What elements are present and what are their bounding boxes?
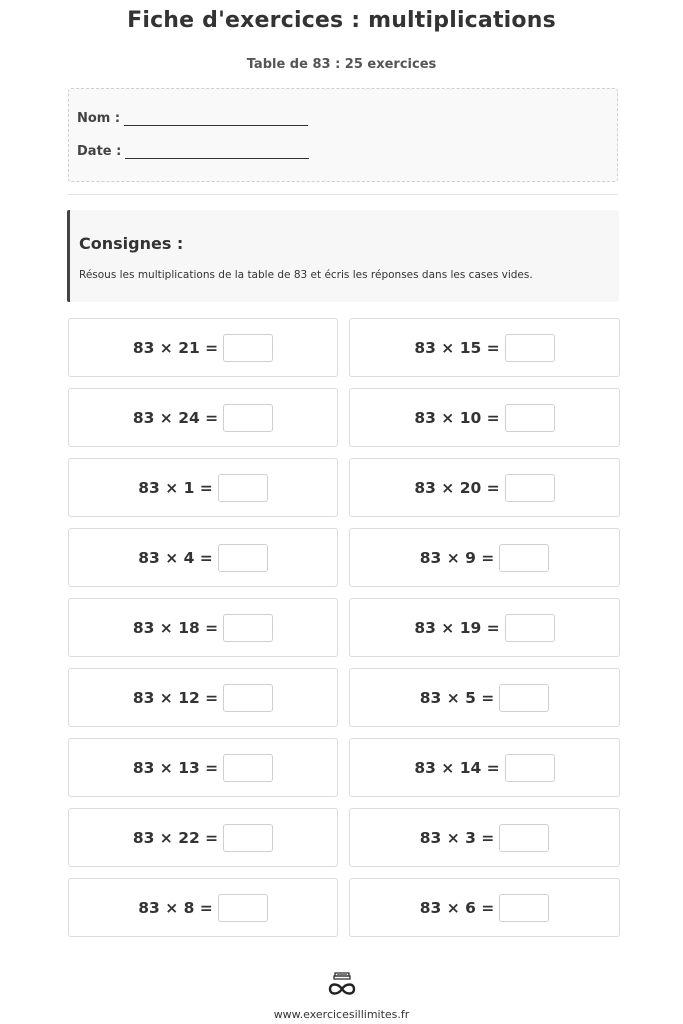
answer-box[interactable] (505, 404, 555, 432)
exercise-card (349, 668, 620, 727)
exercise-expression: 83 × 8 = (138, 898, 213, 917)
infinity-book-icon (326, 972, 358, 998)
exercise-card (349, 388, 620, 447)
exercise-expression: 83 × 15 = (414, 338, 500, 357)
answer-box[interactable] (218, 544, 268, 572)
exercise-expression: 83 × 5 = (419, 688, 495, 707)
instructions-box (67, 210, 619, 302)
instructions-text: Résous les multiplications de la table de 83 et écris les réponses dans les cases vides. (79, 269, 533, 281)
exercise-card (68, 808, 338, 867)
exercise-expression: 83 × 12 = (132, 688, 219, 707)
exercise-card (349, 318, 620, 377)
exercise-grid (68, 318, 620, 937)
exercise-card (349, 528, 620, 587)
exercise-expression: 83 × 14 = (414, 758, 500, 777)
name-label: Nom : (77, 111, 121, 126)
answer-box[interactable] (223, 614, 273, 642)
exercise-expression: 83 × 3 = (419, 828, 495, 847)
exercise-card (68, 458, 338, 517)
exercise-card (68, 668, 338, 727)
answer-box[interactable] (505, 334, 555, 362)
exercise-card (68, 318, 338, 377)
exercise-card (68, 878, 338, 937)
exercise-expression: 83 × 20 = (414, 478, 500, 497)
exercise-card (349, 458, 620, 517)
answer-box[interactable] (505, 754, 555, 782)
answer-box[interactable] (499, 544, 549, 572)
exercise-card (68, 598, 338, 657)
date-line (77, 144, 309, 159)
date-field[interactable] (125, 148, 309, 159)
answer-box[interactable] (505, 474, 555, 502)
identity-box (68, 88, 618, 182)
answer-box[interactable] (218, 894, 268, 922)
name-line (77, 111, 308, 126)
exercise-card (349, 878, 620, 937)
answer-box[interactable] (505, 614, 555, 642)
exercise-expression: 83 × 13 = (132, 758, 219, 777)
exercise-expression: 83 × 1 = (138, 478, 213, 497)
instructions-title: Consignes : (79, 234, 184, 253)
exercise-expression: 83 × 6 = (419, 898, 495, 917)
answer-box[interactable] (223, 824, 273, 852)
exercise-expression: 83 × 10 = (414, 408, 500, 427)
exercise-expression: 83 × 4 = (138, 548, 213, 567)
divider (68, 194, 618, 195)
exercise-card (68, 388, 338, 447)
exercise-expression: 83 × 18 = (132, 618, 219, 637)
exercise-card (349, 598, 620, 657)
exercise-expression: 83 × 9 = (419, 548, 495, 567)
exercise-expression: 83 × 22 = (132, 828, 219, 847)
exercise-card (68, 528, 338, 587)
answer-box[interactable] (223, 754, 273, 782)
answer-box[interactable] (223, 684, 273, 712)
answer-box[interactable] (223, 404, 273, 432)
exercise-card (349, 738, 620, 797)
exercise-expression: 83 × 19 = (414, 618, 500, 637)
answer-box[interactable] (223, 334, 273, 362)
exercise-card (68, 738, 338, 797)
answer-box[interactable] (499, 894, 549, 922)
exercise-card (349, 808, 620, 867)
answer-box[interactable] (499, 684, 549, 712)
site-url: www.exercicesillimites.fr (273, 1008, 410, 1021)
exercise-expression: 83 × 21 = (132, 338, 219, 357)
answer-box[interactable] (218, 474, 268, 502)
date-label: Date : (77, 144, 122, 159)
page-subtitle: Table de 83 : 25 exercices (246, 57, 437, 72)
answer-box[interactable] (499, 824, 549, 852)
name-field[interactable] (124, 115, 308, 126)
page-title: Fiche d'exercices : multiplications (127, 8, 556, 33)
exercise-expression: 83 × 24 = (132, 408, 219, 427)
